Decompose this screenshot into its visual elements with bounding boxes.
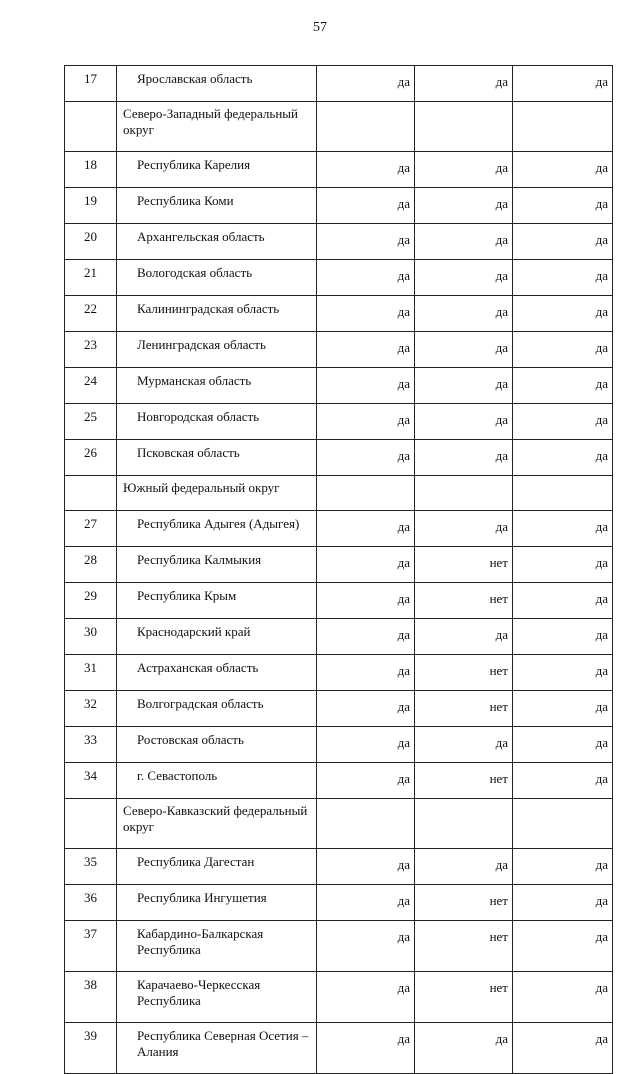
region-value-a: да	[317, 972, 415, 1023]
region-number: 39	[65, 1023, 117, 1074]
region-number: 37	[65, 921, 117, 972]
region-value-c: да	[513, 619, 613, 655]
region-value-c: да	[513, 921, 613, 972]
region-number: 18	[65, 152, 117, 188]
region-value-a: да	[317, 619, 415, 655]
region-row	[65, 511, 613, 547]
region-row	[65, 619, 613, 655]
region-value-a: да	[317, 727, 415, 763]
district-number-cell	[65, 799, 117, 849]
region-value-a: да	[317, 296, 415, 332]
region-value-b: нет	[415, 655, 513, 691]
district-empty-cell-b	[415, 102, 513, 152]
region-number: 32	[65, 691, 117, 727]
region-number: 24	[65, 368, 117, 404]
region-number: 21	[65, 260, 117, 296]
region-name: Республика Крым	[117, 583, 317, 619]
region-value-b: да	[415, 368, 513, 404]
region-row	[65, 849, 613, 885]
region-value-c: да	[513, 224, 613, 260]
region-value-c: да	[513, 440, 613, 476]
region-value-a: да	[317, 921, 415, 972]
district-empty-cell-c	[513, 799, 613, 849]
page-number: 57	[313, 20, 327, 35]
region-value-c: да	[513, 763, 613, 799]
region-value-a: да	[317, 66, 415, 102]
region-name: г. Севастополь	[117, 763, 317, 799]
region-row	[65, 727, 613, 763]
region-value-a: да	[317, 152, 415, 188]
region-name: Волгоградская область	[117, 691, 317, 727]
region-row	[65, 332, 613, 368]
region-value-a: да	[317, 763, 415, 799]
region-row	[65, 188, 613, 224]
region-row	[65, 885, 613, 921]
region-name: Архангельская область	[117, 224, 317, 260]
region-number: 33	[65, 727, 117, 763]
region-number: 31	[65, 655, 117, 691]
region-name: Ростовская область	[117, 727, 317, 763]
district-number-cell	[65, 476, 117, 511]
region-value-c: да	[513, 66, 613, 102]
region-value-b: нет	[415, 547, 513, 583]
region-value-a: да	[317, 440, 415, 476]
region-name: Краснодарский край	[117, 619, 317, 655]
region-value-c: да	[513, 1023, 613, 1074]
region-value-b: да	[415, 1023, 513, 1074]
region-value-b: да	[415, 332, 513, 368]
district-empty-cell-a	[317, 102, 415, 152]
region-value-c: да	[513, 368, 613, 404]
region-value-b: да	[415, 260, 513, 296]
district-name: Северо-Западный федеральный округ	[117, 102, 317, 152]
district-empty-cell-c	[513, 476, 613, 511]
region-value-c: да	[513, 727, 613, 763]
region-value-c: да	[513, 849, 613, 885]
region-number: 22	[65, 296, 117, 332]
region-row	[65, 547, 613, 583]
district-row	[65, 476, 613, 511]
region-number: 27	[65, 511, 117, 547]
region-name: Астраханская область	[117, 655, 317, 691]
region-value-b: нет	[415, 691, 513, 727]
region-number: 26	[65, 440, 117, 476]
region-value-a: да	[317, 691, 415, 727]
region-name: Мурманская область	[117, 368, 317, 404]
region-value-a: да	[317, 188, 415, 224]
region-value-c: да	[513, 691, 613, 727]
region-value-b: нет	[415, 921, 513, 972]
region-row	[65, 921, 613, 972]
region-number: 17	[65, 66, 117, 102]
region-value-a: да	[317, 547, 415, 583]
region-name: Новгородская область	[117, 404, 317, 440]
region-value-b: да	[415, 619, 513, 655]
region-value-c: да	[513, 332, 613, 368]
region-name: Псковская область	[117, 440, 317, 476]
district-empty-cell-a	[317, 799, 415, 849]
region-row	[65, 691, 613, 727]
district-name: Северо-Кавказский федеральный округ	[117, 799, 317, 849]
region-value-b: нет	[415, 763, 513, 799]
region-value-b: да	[415, 66, 513, 102]
region-name: Вологодская область	[117, 260, 317, 296]
region-value-b: да	[415, 404, 513, 440]
region-value-c: да	[513, 547, 613, 583]
district-empty-cell-a	[317, 476, 415, 511]
region-value-c: да	[513, 511, 613, 547]
region-name: Республика Калмыкия	[117, 547, 317, 583]
district-number-cell	[65, 102, 117, 152]
region-number: 20	[65, 224, 117, 260]
region-value-b: да	[415, 152, 513, 188]
region-row	[65, 583, 613, 619]
region-row	[65, 296, 613, 332]
region-value-a: да	[317, 583, 415, 619]
district-empty-cell-b	[415, 476, 513, 511]
region-row	[65, 66, 613, 102]
region-number: 19	[65, 188, 117, 224]
region-value-a: да	[317, 224, 415, 260]
region-value-a: да	[317, 655, 415, 691]
region-value-b: нет	[415, 583, 513, 619]
region-row	[65, 972, 613, 1023]
region-value-b: да	[415, 224, 513, 260]
region-row	[65, 1023, 613, 1074]
region-value-a: да	[317, 1023, 415, 1074]
region-name: Республика Дагестан	[117, 849, 317, 885]
region-name: Республика Карелия	[117, 152, 317, 188]
district-empty-cell-b	[415, 799, 513, 849]
region-row	[65, 440, 613, 476]
region-value-a: да	[317, 849, 415, 885]
region-value-a: да	[317, 368, 415, 404]
region-number: 30	[65, 619, 117, 655]
region-value-b: да	[415, 440, 513, 476]
region-value-b: да	[415, 188, 513, 224]
region-value-a: да	[317, 332, 415, 368]
region-name: Республика Адыгея (Адыгея)	[117, 511, 317, 547]
region-number: 35	[65, 849, 117, 885]
region-value-b: да	[415, 511, 513, 547]
region-value-a: да	[317, 404, 415, 440]
region-name: Карачаево-Черкесская Республика	[117, 972, 317, 1023]
region-row	[65, 763, 613, 799]
region-value-c: да	[513, 260, 613, 296]
region-number: 29	[65, 583, 117, 619]
region-value-c: да	[513, 296, 613, 332]
region-number: 34	[65, 763, 117, 799]
region-value-c: да	[513, 404, 613, 440]
region-value-a: да	[317, 260, 415, 296]
district-empty-cell-c	[513, 102, 613, 152]
region-value-b: нет	[415, 885, 513, 921]
region-value-c: да	[513, 188, 613, 224]
region-value-c: да	[513, 583, 613, 619]
district-row	[65, 799, 613, 849]
region-name: Республика Коми	[117, 188, 317, 224]
region-number: 36	[65, 885, 117, 921]
district-row	[65, 102, 613, 152]
region-value-c: да	[513, 152, 613, 188]
region-row	[65, 224, 613, 260]
region-name: Республика Северная Осетия – Алания	[117, 1023, 317, 1074]
region-row	[65, 404, 613, 440]
region-number: 23	[65, 332, 117, 368]
region-value-b: нет	[415, 972, 513, 1023]
region-name: Ярославская область	[117, 66, 317, 102]
district-name: Южный федеральный округ	[117, 476, 317, 511]
region-name: Кабардино-Балкарская Республика	[117, 921, 317, 972]
region-number: 38	[65, 972, 117, 1023]
region-value-b: да	[415, 296, 513, 332]
region-name: Республика Ингушетия	[117, 885, 317, 921]
region-name: Калининградская область	[117, 296, 317, 332]
region-value-b: да	[415, 727, 513, 763]
region-row	[65, 260, 613, 296]
region-number: 28	[65, 547, 117, 583]
region-value-a: да	[317, 511, 415, 547]
region-row	[65, 655, 613, 691]
regions-table-body	[65, 66, 613, 1074]
region-value-b: да	[415, 849, 513, 885]
region-value-c: да	[513, 972, 613, 1023]
region-value-c: да	[513, 655, 613, 691]
region-value-c: да	[513, 885, 613, 921]
region-row	[65, 368, 613, 404]
region-number: 25	[65, 404, 117, 440]
region-name: Ленинградская область	[117, 332, 317, 368]
region-row	[65, 152, 613, 188]
region-value-a: да	[317, 885, 415, 921]
regions-table	[64, 65, 613, 1074]
